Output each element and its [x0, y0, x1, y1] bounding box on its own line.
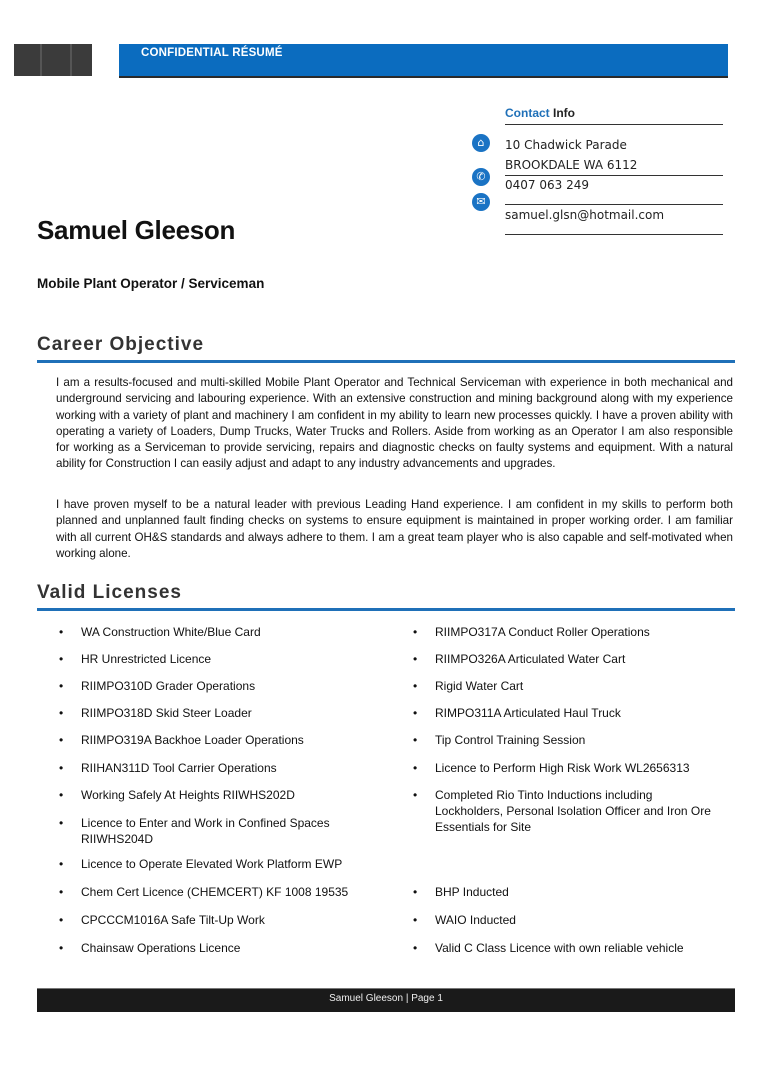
- contact-divider: [505, 204, 723, 205]
- section-rule: [37, 608, 735, 611]
- address-line-2: BROOKDALE WA 6112: [505, 158, 638, 172]
- address-icon: ⌂: [472, 134, 490, 152]
- contact-divider: [505, 175, 723, 176]
- phone-number: 0407 063 249: [505, 178, 589, 192]
- contact-heading: [505, 106, 575, 120]
- banner-label: CONFIDENTIAL RÉSUMÉ: [141, 47, 283, 59]
- contact-heading-rest: Info: [553, 106, 576, 120]
- candidate-role: Mobile Plant Operator / Serviceman: [37, 276, 265, 291]
- section-title-career: Career Objective: [37, 334, 205, 355]
- header-decor-block: [14, 44, 92, 76]
- email-address[interactable]: samuel.glsn@hotmail.com: [505, 208, 665, 222]
- header-banner: [119, 44, 728, 76]
- page-footer: [37, 988, 735, 1012]
- career-paragraph: I am a results-focused and multi-skilled Mobile Plant Operator and Technical Serviceman with experience in both mechanical and underground servicing and labouring experience. With an extensive construction and mining background along with my experience working with a variety of plant and machinery I am confident in my ability to learn new processes quickly. I have a proven ability with operating a variety of Loaders, Dump Trucks, Water Trucks and Rollers. Aside from working as an Operator I am also responsible for working as a Serviceman to provide servicing, repairs and diagnostic checks on faulty systems and equipment. With a natural ability for Construction I can easily adjust and adapt to any industry advancements and upgrades.: [56, 376, 733, 471]
- address-line-1: 10 Chadwick Parade: [505, 138, 627, 152]
- contact-divider: [505, 124, 723, 125]
- career-paragraph: I have proven myself to be a natural leader with previous Leading Hand experience. I am confident in my skills to perform both planned and unplanned fault finding checks on systems to ensure equipment is maintained in proper working order. I am familiar with all current OH&S standards and always adhere to them. I am a great team player who is also capable and self-motivated when working alone.: [56, 498, 733, 560]
- contact-divider: [505, 234, 723, 235]
- email-icon: ✉: [472, 193, 490, 211]
- section-title-licenses: Valid Licenses: [37, 582, 182, 603]
- candidate-name: Samuel Gleeson: [37, 215, 236, 245]
- section-rule: [37, 360, 735, 363]
- phone-icon: ✆: [472, 168, 490, 186]
- contact-heading-accent: Contact: [505, 106, 550, 120]
- footer-text: Samuel Gleeson | Page 1: [329, 993, 443, 1004]
- banner-shadow: [119, 76, 728, 78]
